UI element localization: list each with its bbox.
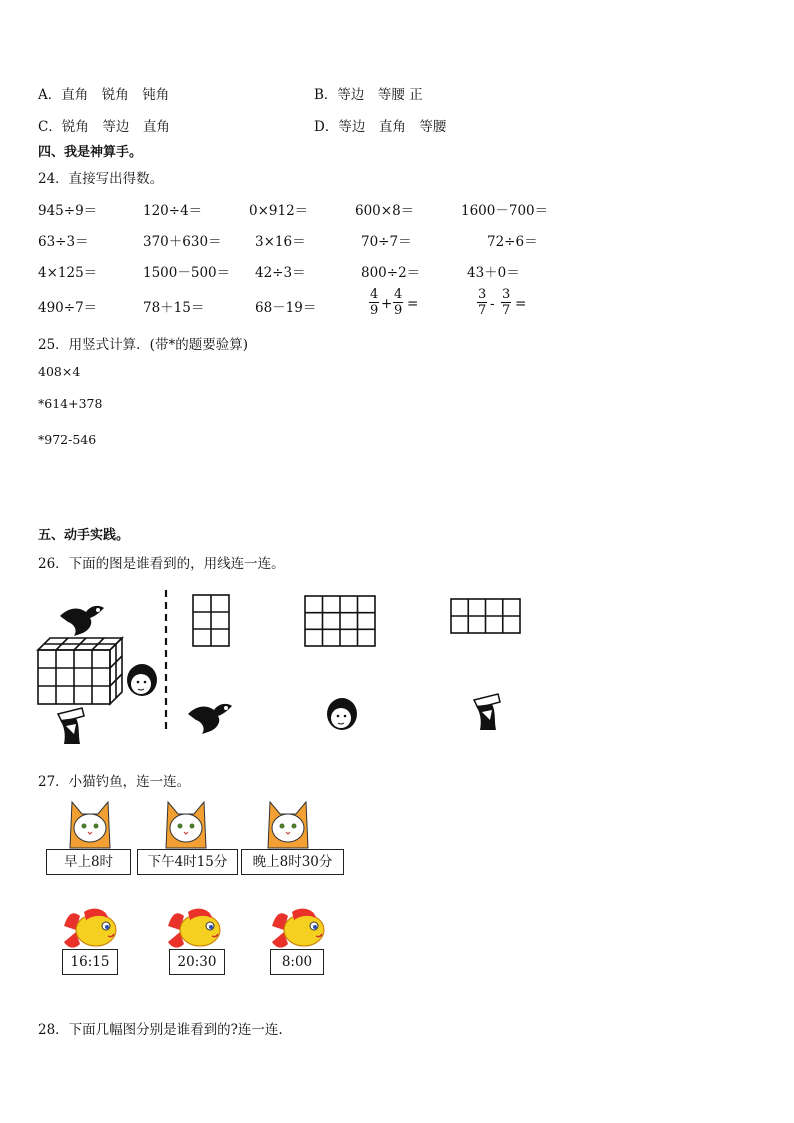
option-c: C．锐角 等边 直角 [38, 119, 170, 135]
cat-icon [268, 802, 308, 848]
calc-item: 600×8＝ [355, 203, 415, 219]
calc-item: 78＋15＝ [143, 300, 205, 316]
question-26: 26．下面的图是谁看到的，用线连一连。 [38, 556, 285, 572]
question-24: 24．直接写出得数。 [38, 171, 164, 187]
calc-item: 68－19＝ [255, 300, 317, 316]
numerator: 4 [394, 287, 403, 302]
fish-time-label: 20:30 [169, 949, 225, 975]
option-d: D．等边 直角 等腰 [314, 119, 447, 135]
vertical-calc-item: 408×4 [38, 364, 81, 379]
equals-sign: = [407, 296, 419, 312]
calc-item: 0×912＝ [249, 203, 309, 219]
vertical-calc-item: *972-546 [38, 432, 97, 447]
calc-item: 370＋630＝ [143, 234, 222, 250]
cat-time-label: 早上8时 [46, 849, 131, 875]
calc-item: 72÷6＝ [487, 234, 538, 250]
section-5-title: 五、动手实践。 [38, 528, 130, 543]
fish-time-label: 8:00 [270, 949, 324, 975]
calc-item: 70÷7＝ [361, 234, 412, 250]
calc-item: 3×16＝ [255, 234, 306, 250]
calc-item: 4×125＝ [38, 265, 98, 281]
question-27: 27．小猫钓鱼，连一连。 [38, 774, 191, 790]
calc-item: 800÷2＝ [361, 265, 421, 281]
question-28: 28．下面几幅图分别是谁看到的?连一连. [38, 1022, 283, 1038]
numerator: 4 [370, 287, 379, 302]
operator: + [381, 296, 393, 312]
calc-item: 42÷3＝ [255, 265, 306, 281]
calc-item: 1500－500＝ [143, 265, 231, 281]
cat-icon [70, 802, 110, 848]
option-a: A．直角 锐角 钝角 [38, 87, 170, 103]
cat-time-label: 下午4时15分 [137, 849, 238, 875]
operator: - [490, 296, 495, 312]
question-25: 25．用竖式计算．(带*的题要验算) [38, 337, 248, 353]
section-4-title: 四、我是神算手。 [38, 145, 143, 160]
calc-item: 120÷4＝ [143, 203, 203, 219]
cat-icon [166, 802, 206, 848]
equals-sign: = [515, 296, 527, 312]
denominator: 7 [502, 303, 511, 318]
numerator: 3 [502, 287, 511, 302]
vertical-calc-item: *614+378 [38, 396, 103, 411]
cat-time-label: 晚上8时30分 [241, 849, 344, 875]
denominator: 9 [370, 303, 379, 318]
calc-item: 945÷9＝ [38, 203, 98, 219]
calc-item: 63÷3＝ [38, 234, 89, 250]
calc-item: 1600－700＝ [461, 203, 549, 219]
fish-time-label: 16:15 [62, 949, 118, 975]
numerator: 3 [478, 287, 487, 302]
calc-item: 43＋0＝ [467, 265, 520, 281]
denominator: 9 [394, 303, 403, 318]
fish-icon [272, 909, 324, 948]
option-b: B．等边 等腰 正 [314, 87, 423, 103]
fish-icon [64, 909, 116, 948]
calc-item: 490÷7＝ [38, 300, 98, 316]
denominator: 7 [478, 303, 487, 318]
fish-icon [168, 909, 220, 948]
